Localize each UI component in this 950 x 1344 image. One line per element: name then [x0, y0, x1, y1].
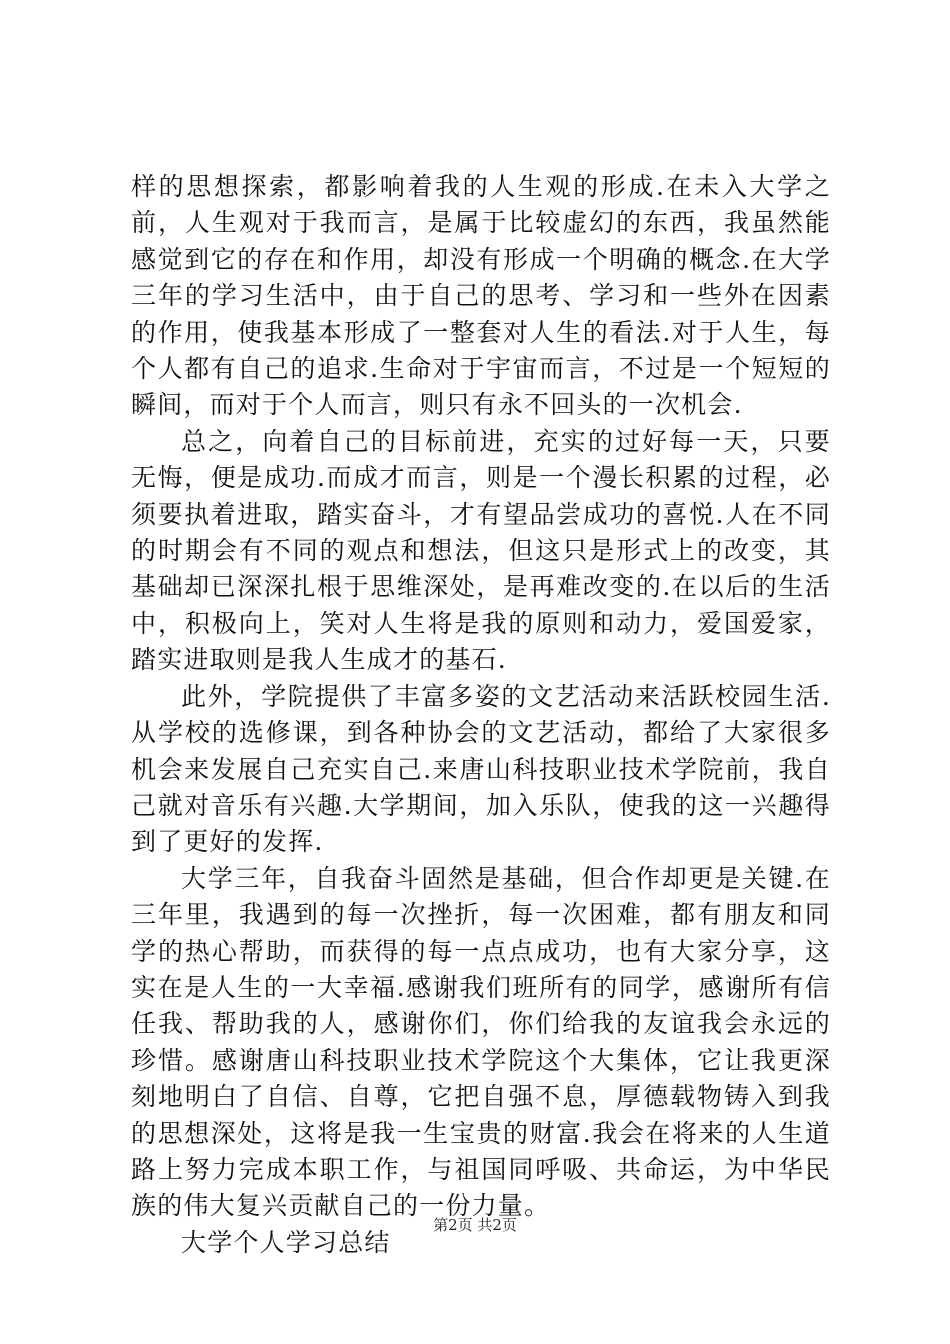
paragraph-3: 此外，学院提供了丰富多姿的文艺活动来活跃校园生活.从学校的选修课，到各种协会的文艺活动，都给了大家很多机会来发展自己充实自己.来唐山科技职业技术学院前，我自己就对音乐有兴趣.大学期间，加入乐队，使我的这一兴趣得到了更好的发挥. [131, 681, 831, 857]
paragraph-4: 大学三年，自我奋斗固然是基础，但合作却更是关键.在三年里，我遇到的每一次挫折，每一次困难，都有朋友和同学的热心帮助，而获得的每一点点成功，也有大家分享，这实在是人生的一大幸福.感谢我们班所有的同学，感谢所有信任我、帮助我的人，感谢你们，你们给我的友谊我会永远的珍惜。感谢唐山科技职业技术学院这个大集体，它让我更深刻地明白了自信、自尊，它把自强不息，厚德载物铸入到我的思想深处，这将是我一生宝贵的财富.我会在将来的人生道路上努力完成本职工作，与祖国同呼吸、共命运，为中华民族的伟大复兴贡献自己的一份力量。 [131, 863, 831, 1221]
paragraph-1: 样的思想探索，都影响着我的人生观的形成.在未入大学之前，人生观对于我而言，是属于比较虚幻的东西，我虽然能感觉到它的存在和作用，却没有形成一个明确的概念.在大学三年的学习生活中，由于自己的思考、学习和一些外在因素的作用，使我基本形成了一整套对人生的看法.对于人生，每个人都有自己的追求.生命对于宇宙而言，不过是一个短短的瞬间，而对于个人而言，则只有永不回头的一次机会. [131, 172, 831, 420]
page-number-footer: 第2页 共2页 [433, 1216, 517, 1234]
document-body [131, 169, 831, 1261]
paragraph-2: 总之，向着自己的目标前进，充实的过好每一天，只要无悔，便是成功.而成才而言，则是一个漫长积累的过程，必须要执着进取，踏实奋斗，才有望品尝成功的喜悦.人在不同的时期会有不同的观点和想法，但这只是形式上的改变，其基础却已深深扎根于思维深处，是再难改变的.在以后的生活中，积极向上，笑对人生将是我的原则和动力，爱国爱家，踏实进取则是我人生成才的基石. [131, 426, 831, 675]
section-title: 大学个人学习总结 [181, 1227, 391, 1257]
